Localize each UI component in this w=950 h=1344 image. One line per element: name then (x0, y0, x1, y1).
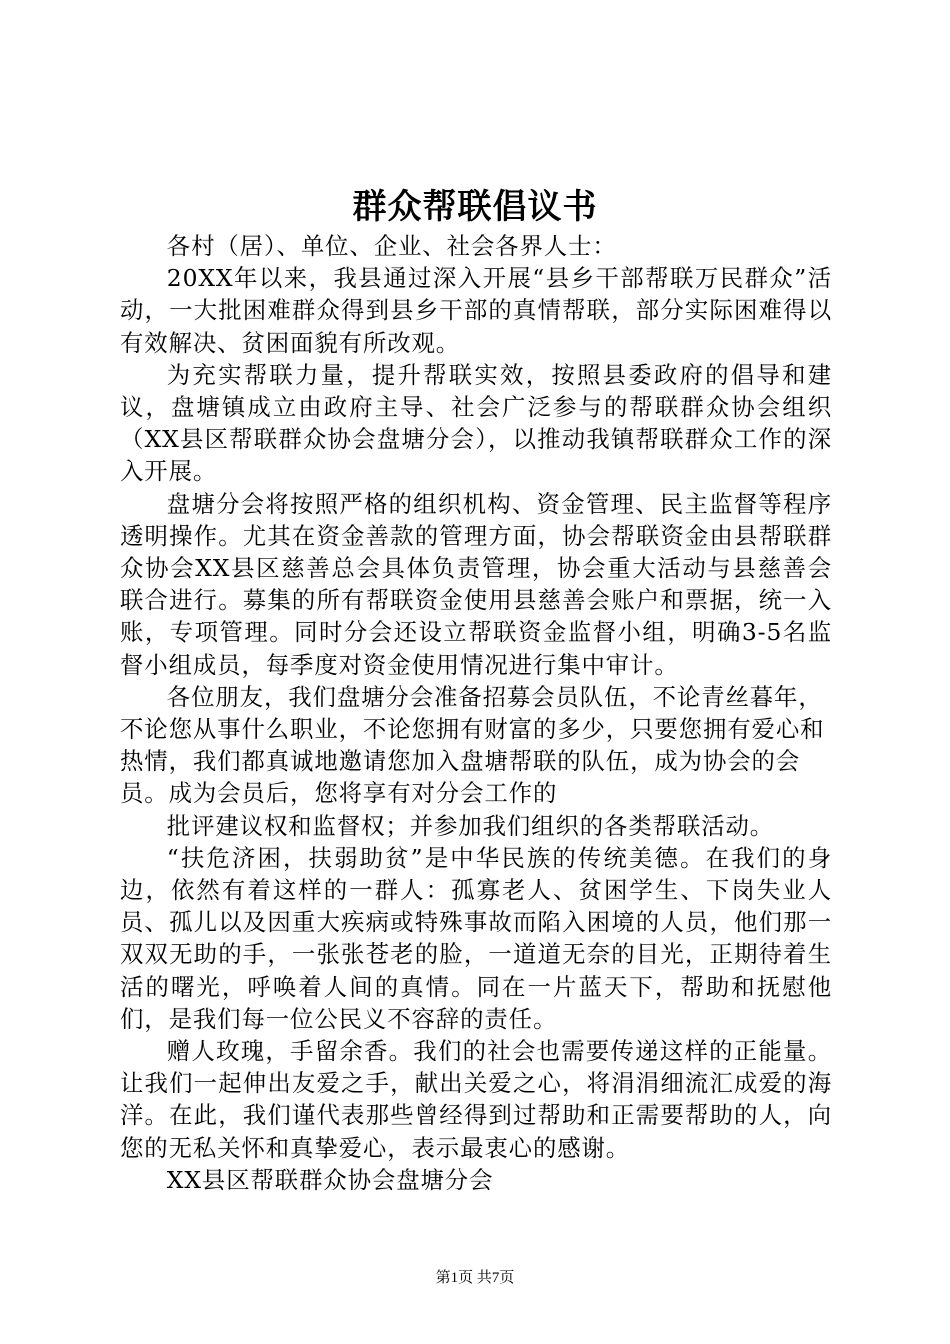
salutation-paragraph: 各村（居）、单位、企业、社会各界人士： (166, 232, 617, 260)
body-paragraph: 各位朋友，我们盘塘分会准备招募会员队伍，不论青丝暮年，不论您从事什么职业，不论您拥有财富的多少，只要您拥有爱心和热情，我们都真诚地邀请您加入盘塘帮联的队伍，成为协会的会员。成为会员后，您将享有对分会工作的 (120, 682, 825, 808)
body-paragraph: 批评建议权和监督权；并参加我们组织的各类帮联活动。 (166, 811, 775, 840)
body-paragraph: 为充实帮联力量，提升帮联实效，按照县委政府的倡导和建议，盘塘镇成立由政府主导、社会广泛参与的帮联群众协会组织（XX县区帮联群众协会盘塘分会），以推动我镇帮联群众工作的深入开展。 (120, 360, 832, 486)
document-body (120, 230, 832, 1196)
body-paragraph: “扶危济困，扶弱助贫”是中华民族的传统美德。在我们的身边，依然有着这样的一群人：孤寡老人、贫困学生、下岗失业人员、孤儿以及因重大疾病或特殊事故而陷入困境的人员，他们那一双双无助的手，一张张苍老的脸，一道道无奈的目光，正期待着生活的曙光，呼唤着人间的真情。同在一片蓝天下，帮助和抚慰他们，是我们每一位公民义不容辞的责任。 (120, 843, 832, 1033)
body-paragraph: 盘塘分会将按照严格的组织机构、资金管理、民主监督等程序透明操作。尤其在资金善款的管理方面，协会帮联资金由县帮联群众协会XX县区慈善总会具体负责管理，协会重大活动与县慈善会联合进行。募集的所有帮联资金使用县慈善会账户和票据，统一入账，专项管理。同时分会还设立帮联资金监督小组，明确3-5名监督小组成员，每季度对资金使用情况进行集中审计。 (120, 489, 832, 679)
page-number-footer: 第1页 共7页 (435, 1270, 515, 1286)
body-paragraph: 20XX年以来，我县通过深入开展“县乡干部帮联万民群众”活动，一大批困难群众得到县乡干部的真情帮联，部分实际困难得以有效解决、贫困面貌有所改观。 (120, 264, 832, 357)
signature-paragraph: XX县区帮联群众协会盘塘分会 (166, 1165, 494, 1194)
document-title: 群众帮联倡议书 (352, 187, 598, 227)
body-paragraph: 赠人玫瑰，手留余香。我们的社会也需要传递这样的正能量。让我们一起伸出友爱之手，献出关爱之心，将涓涓细流汇成爱的海洋。在此，我们谨代表那些曾经得到过帮助和正需要帮助的人，向您的无私关怀和真挚爱心，表示最衷心的感谢。 (120, 1037, 832, 1162)
